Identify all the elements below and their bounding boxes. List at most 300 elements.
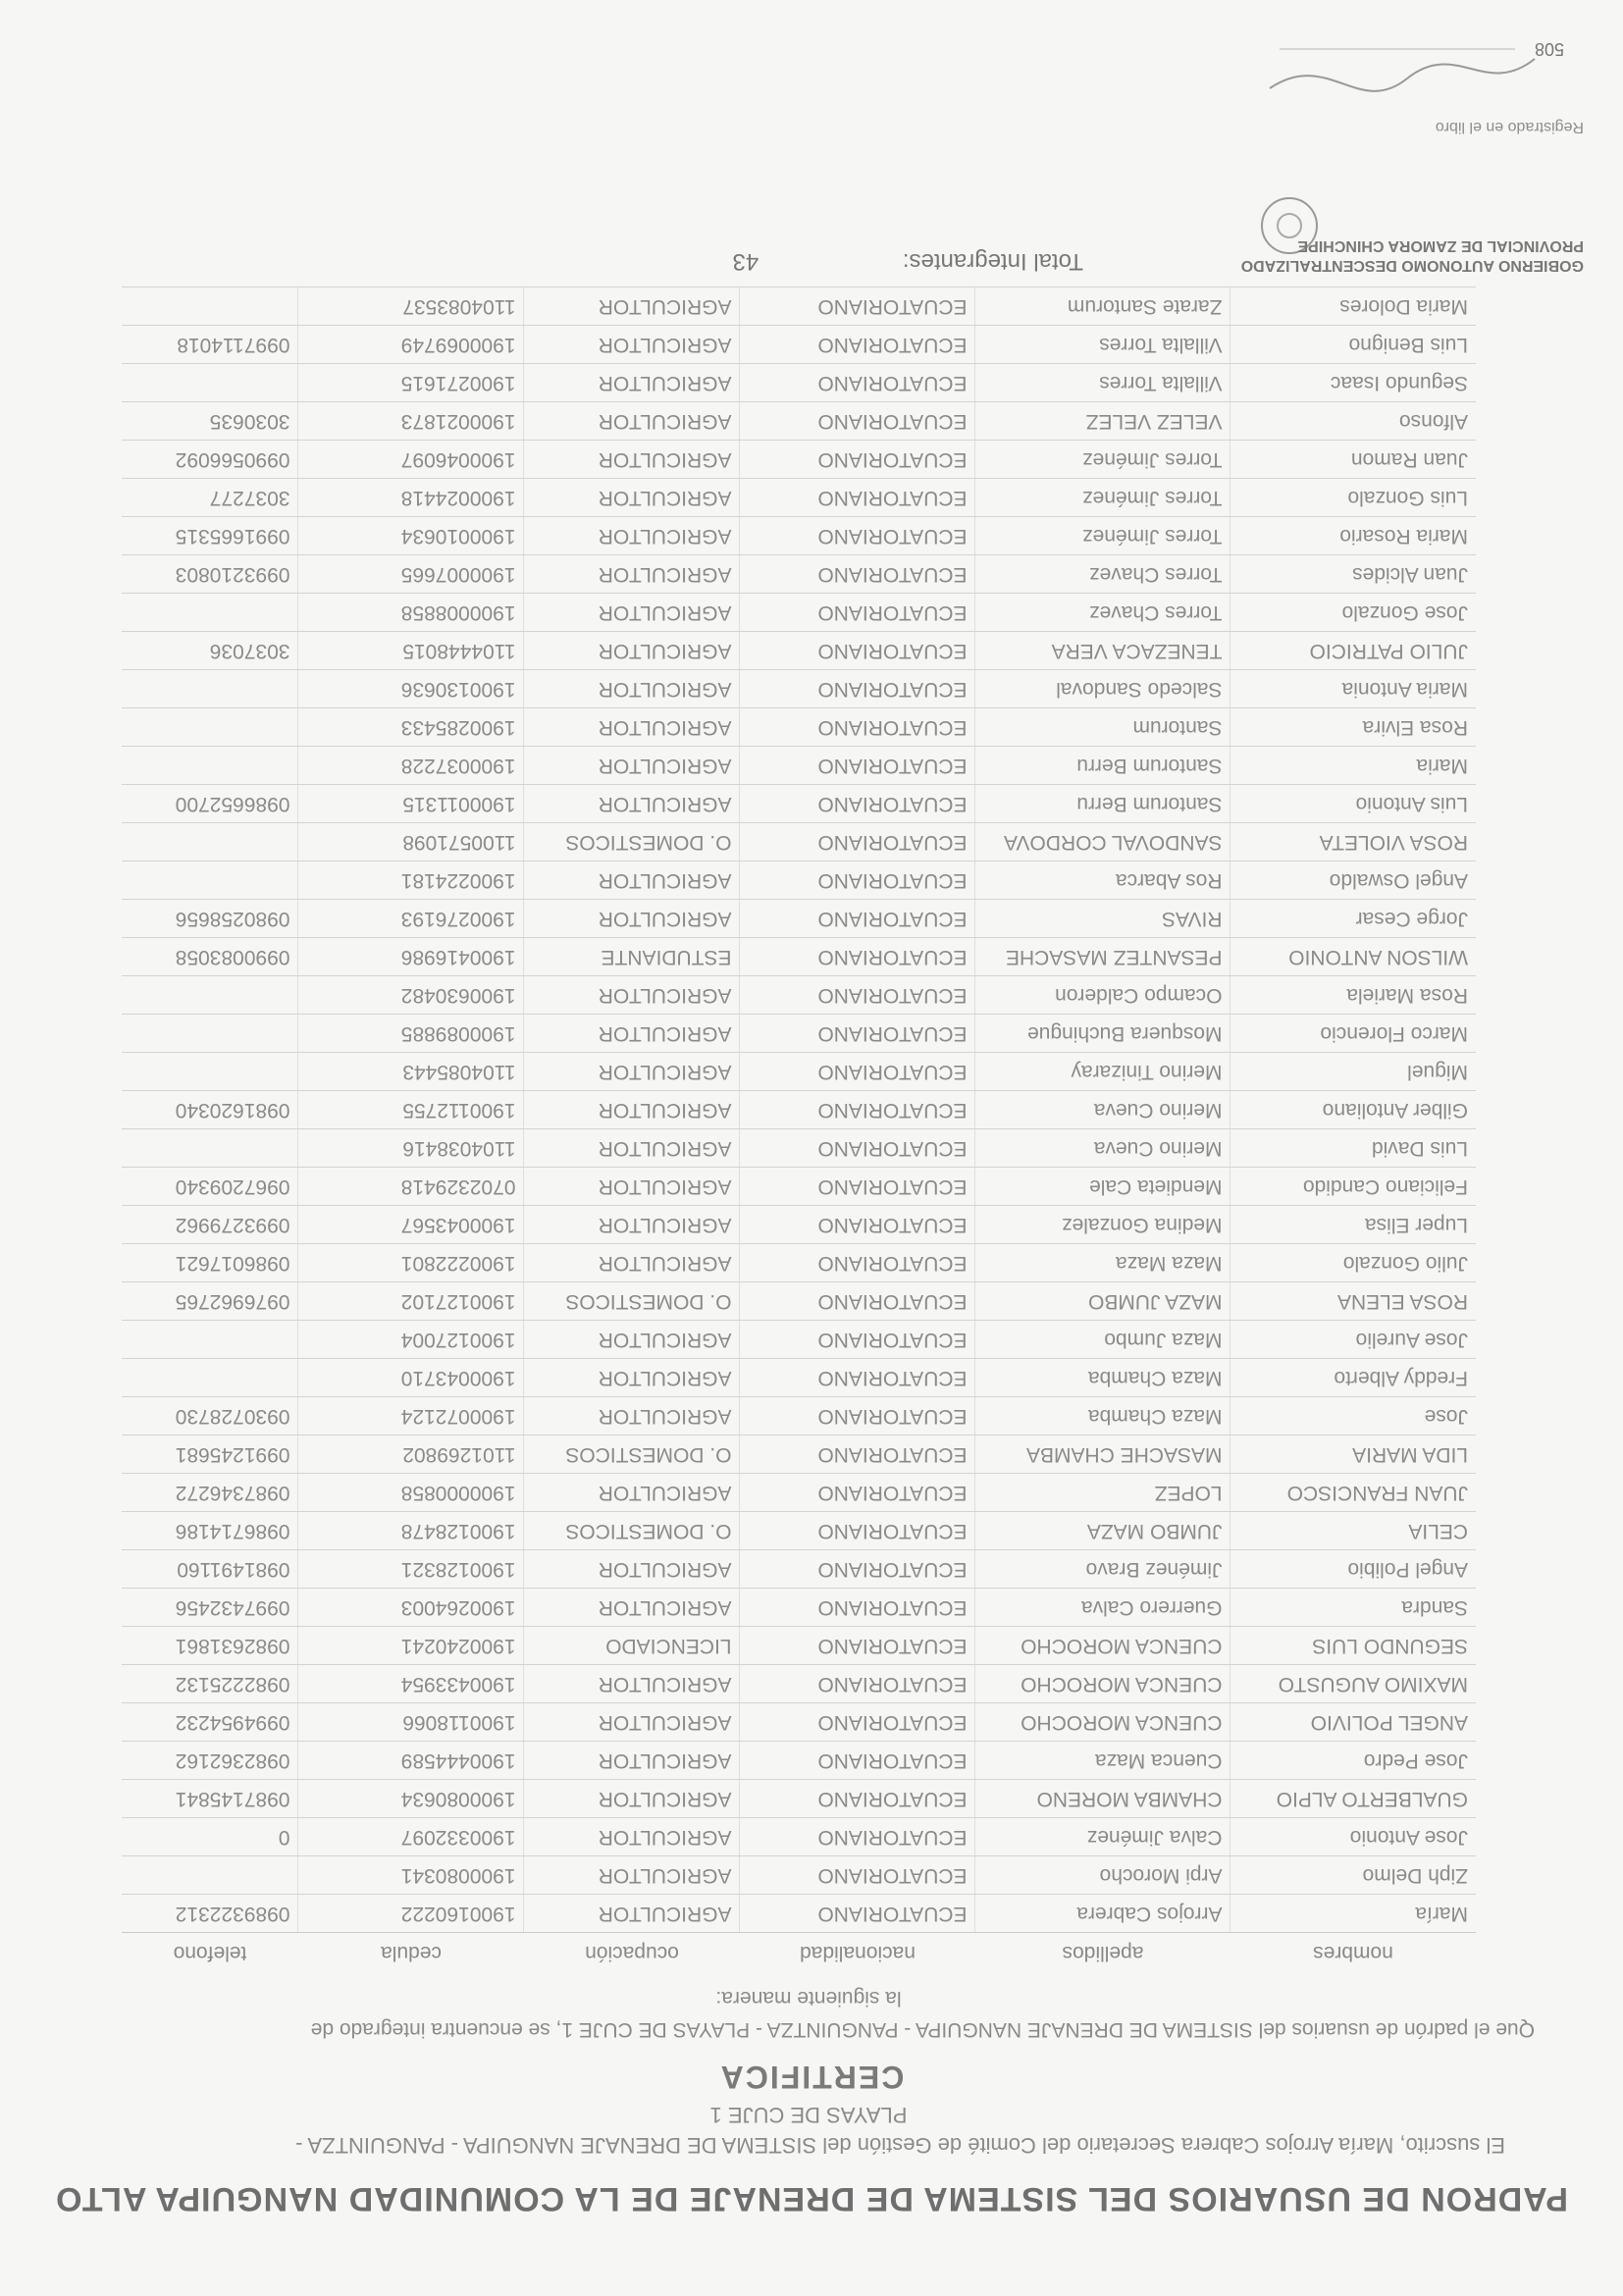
cell-nombres: Luis David (1230, 1129, 1476, 1168)
cell-nacionalidad: ECUATORIANO (740, 1244, 975, 1282)
cell-cedula: 1900433954 (298, 1665, 524, 1703)
table-row (122, 1856, 1476, 1895)
cell-nacionalidad: ECUATORIANO (740, 479, 975, 517)
table-row (122, 1359, 1476, 1397)
cell-nacionalidad: ECUATORIANO (740, 1895, 975, 1933)
table-row (122, 670, 1476, 708)
cell-apellidos: Jiménez Bravo (975, 1550, 1230, 1589)
cell-ocupacion: AGRICULTOR (524, 976, 740, 1015)
cell-apellidos: Mosquera Buchingue (975, 1015, 1230, 1053)
registration-note: Registrado en el libro (1435, 119, 1584, 135)
cell-telefono: 0993279962 (122, 1206, 298, 1244)
cell-nombres: MAXIMO AUGUSTO (1230, 1665, 1476, 1703)
cell-telefono: 0991665315 (122, 517, 298, 555)
cell-apellidos: RIVAS (975, 900, 1230, 938)
cell-cedula: 1900089885 (298, 1015, 524, 1053)
cell-nacionalidad: ECUATORIANO (740, 1053, 975, 1091)
certify-heading: CERTIFICA (718, 2060, 905, 2095)
cell-apellidos: Maza Chamba (975, 1397, 1230, 1435)
cell-cedula: 1900630482 (298, 976, 524, 1015)
cell-telefono: 3037036 (122, 632, 298, 670)
intro-line-continued: PLAYAS DE CUJE 1 (709, 2103, 908, 2127)
cell-ocupacion: AGRICULTOR (524, 1742, 740, 1780)
cell-nombres: Marco Florencio (1230, 1015, 1476, 1053)
cell-nacionalidad: ECUATORIANO (740, 861, 975, 900)
cell-nacionalidad: ECUATORIANO (740, 1435, 975, 1474)
cell-apellidos: CHAMBA MORENO (975, 1780, 1230, 1818)
cell-telefono (122, 1015, 298, 1053)
header-nombres: nombres (1230, 1933, 1476, 1973)
cell-cedula: 1900024418 (298, 479, 524, 517)
cell-cedula: 1900112755 (298, 1091, 524, 1129)
cell-nacionalidad: ECUATORIANO (740, 1359, 975, 1397)
cell-telefono: 0982631861 (122, 1627, 298, 1665)
cell-cedula: 1900010634 (298, 517, 524, 555)
table-row (122, 632, 1476, 670)
cell-telefono (122, 708, 298, 747)
table-row (122, 1015, 1476, 1053)
cell-cedula: 1900160222 (298, 1895, 524, 1933)
cell-nacionalidad: ECUATORIANO (740, 976, 975, 1015)
cell-cedula: 1900332097 (298, 1818, 524, 1856)
cell-apellidos: Torres Chavez (975, 555, 1230, 594)
cell-nombres: Jose (1230, 1397, 1476, 1435)
cell-nacionalidad: ECUATORIANO (740, 670, 975, 708)
cell-apellidos: Arrojos Cabrera (975, 1895, 1230, 1933)
cell-ocupacion: AGRICULTOR (524, 326, 740, 364)
cell-nacionalidad: ECUATORIANO (740, 364, 975, 402)
signature-stamp-block (1201, 10, 1623, 304)
cell-nacionalidad: ECUATORIANO (740, 632, 975, 670)
cell-cedula: 1900000858 (298, 1474, 524, 1512)
cell-apellidos: Torres Jiménez (975, 441, 1230, 479)
cell-telefono (122, 364, 298, 402)
cell-nacionalidad: ECUATORIANO (740, 747, 975, 785)
cell-nombres: Jorge Cesar (1230, 900, 1476, 938)
cell-cedula: 1900011315 (298, 785, 524, 823)
cell-telefono (122, 1129, 298, 1168)
table-row (122, 1129, 1476, 1168)
cell-ocupacion: AGRICULTOR (524, 479, 740, 517)
cell-telefono (122, 861, 298, 900)
table-row (122, 1627, 1476, 1665)
cell-nacionalidad: ECUATORIANO (740, 555, 975, 594)
cell-ocupacion: AGRICULTOR (524, 287, 740, 326)
cell-cedula: 1900043567 (298, 1206, 524, 1244)
cell-cedula: 1900444589 (298, 1742, 524, 1780)
table-row (122, 1589, 1476, 1627)
cell-cedula: 1900222801 (298, 1244, 524, 1282)
table-row (122, 441, 1476, 479)
cell-telefono: 0994954232 (122, 1703, 298, 1742)
cell-nacionalidad: ECUATORIANO (740, 1589, 975, 1627)
cell-ocupacion: AGRICULTOR (524, 1129, 740, 1168)
cell-telefono: 0981620340 (122, 1091, 298, 1129)
cell-telefono (122, 287, 298, 326)
cell-ocupacion: O. DOMESTICOS (524, 1282, 740, 1321)
cell-ocupacion: AGRICULTOR (524, 594, 740, 632)
table-row (122, 785, 1476, 823)
cell-nombres: Alfonso (1230, 402, 1476, 441)
cell-nombres: Jose Aurelio (1230, 1321, 1476, 1359)
cell-apellidos: PESANTEZ MASACHE (975, 938, 1230, 976)
cell-telefono: 0982225132 (122, 1665, 298, 1703)
cell-cedula: 1100571098 (298, 823, 524, 861)
cell-nacionalidad: ECUATORIANO (740, 1474, 975, 1512)
cell-nombres: Angel Oswaldo (1230, 861, 1476, 900)
cell-telefono: 0986714186 (122, 1512, 298, 1550)
cell-nombres: Maria Antonia (1230, 670, 1476, 708)
cell-ocupacion: AGRICULTOR (524, 1206, 740, 1244)
table-row (122, 1282, 1476, 1321)
cell-nacionalidad: ECUATORIANO (740, 708, 975, 747)
cell-apellidos: Medina Gonzalez (975, 1206, 1230, 1244)
cell-telefono: 0990083058 (122, 938, 298, 976)
users-table (122, 287, 1476, 1972)
cell-nombres: Maria (1230, 747, 1476, 785)
table-row (122, 1703, 1476, 1742)
cell-cedula: 1900127004 (298, 1321, 524, 1359)
cell-apellidos: Santorum Berru (975, 785, 1230, 823)
cell-ocupacion: AGRICULTOR (524, 364, 740, 402)
cell-nombres: SEGUNDO LUIS (1230, 1627, 1476, 1665)
table-row (122, 1550, 1476, 1589)
cell-nombres: JUAN FRANCISCO (1230, 1474, 1476, 1512)
cell-ocupacion: AGRICULTOR (524, 1780, 740, 1818)
table-row (122, 1244, 1476, 1282)
cell-nombres: Angel Polibio (1230, 1550, 1476, 1589)
cell-cedula: 1900416986 (298, 938, 524, 976)
intro-line: El suscrito, María Arrojos Cabrera Secretario del Comité de Gestión del SISTEMA DE DRENAJE NANGUIPA - PANGUINTZA - (295, 2133, 1505, 2158)
cell-telefono: 0997114018 (122, 326, 298, 364)
cell-telefono: 0 (122, 1818, 298, 1856)
cell-telefono (122, 823, 298, 861)
cell-ocupacion: AGRICULTOR (524, 1474, 740, 1512)
cell-apellidos: Maza Jumbo (975, 1321, 1230, 1359)
table-row (122, 861, 1476, 900)
table-row (122, 479, 1476, 517)
cell-cedula: 1900127102 (298, 1282, 524, 1321)
table-row (122, 1818, 1476, 1856)
table-row (122, 326, 1476, 364)
table-row (122, 1742, 1476, 1780)
cell-telefono: 0981491160 (122, 1550, 298, 1589)
cell-cedula: 1900224181 (298, 861, 524, 900)
cell-apellidos: Ros Abarca (975, 861, 1230, 900)
cell-ocupacion: AGRICULTOR (524, 1665, 740, 1703)
cell-telefono: 0991245681 (122, 1435, 298, 1474)
cell-ocupacion: AGRICULTOR (524, 1244, 740, 1282)
cell-ocupacion: AGRICULTOR (524, 1856, 740, 1895)
cell-telefono: 0967209340 (122, 1168, 298, 1206)
cell-telefono: 0986017621 (122, 1244, 298, 1282)
table-header-row (122, 1933, 1476, 1973)
cell-ocupacion: AGRICULTOR (524, 1550, 740, 1589)
cell-cedula: 0702329418 (298, 1168, 524, 1206)
cell-apellidos: Merino Cueva (975, 1129, 1230, 1168)
cell-ocupacion: AGRICULTOR (524, 1168, 740, 1206)
cell-cedula: 1900069749 (298, 326, 524, 364)
cell-cedula: 1900037228 (298, 747, 524, 785)
table-row (122, 1474, 1476, 1512)
cell-telefono (122, 747, 298, 785)
document-title: PADRON DE USUARIOS DEL SISTEMA DE DRENAJE DE LA COMUNIDAD NANGUIPA ALTO (55, 2180, 1568, 2218)
cell-cedula: 1900130636 (298, 670, 524, 708)
cell-apellidos: Torres Jiménez (975, 517, 1230, 555)
cell-cedula: 1900043710 (298, 1359, 524, 1397)
table-row (122, 1895, 1476, 1933)
cell-ocupacion: AGRICULTOR (524, 1895, 740, 1933)
body-line: Que el padrón de usuarios del SISTEMA DE DRENAJE NANGUIPA - PANGUINTZA - PLAYAS DE CUJE 1, se encuentra integrado de (310, 2018, 1535, 2041)
cell-ocupacion: AGRICULTOR (524, 1589, 740, 1627)
cell-nacionalidad: ECUATORIANO (740, 1091, 975, 1129)
cell-apellidos: TENEZACA VERA (975, 632, 1230, 670)
total-label: Total Integrantes: (902, 248, 1083, 275)
body-line-continued: la siguiente manera: (715, 1987, 902, 2009)
cell-telefono (122, 1321, 298, 1359)
cell-nombres: ROSA ELENA (1230, 1282, 1476, 1321)
cell-apellidos: Salcedo Sandoval (975, 670, 1230, 708)
cell-apellidos: Ocampo Calderon (975, 976, 1230, 1015)
cell-telefono: 0987346272 (122, 1474, 298, 1512)
table-row (122, 594, 1476, 632)
cell-apellidos: Santorum (975, 708, 1230, 747)
table-row (122, 1397, 1476, 1435)
cell-cedula: 1104038416 (298, 1129, 524, 1168)
cell-ocupacion: AGRICULTOR (524, 441, 740, 479)
cell-ocupacion: AGRICULTOR (524, 747, 740, 785)
cell-nacionalidad: ECUATORIANO (740, 1397, 975, 1435)
cell-nacionalidad: ECUATORIANO (740, 1129, 975, 1168)
cell-nombres: Juan Ramon (1230, 441, 1476, 479)
cell-nombres: LIDA MARIA (1230, 1435, 1476, 1474)
table-row (122, 1053, 1476, 1091)
cell-apellidos: MAZA JUMBO (975, 1282, 1230, 1321)
cell-telefono (122, 1856, 298, 1895)
cell-telefono: 0989322312 (122, 1895, 298, 1933)
cell-nacionalidad: ECUATORIANO (740, 1206, 975, 1244)
cell-ocupacion: AGRICULTOR (524, 1703, 740, 1742)
cell-ocupacion: O. DOMESTICOS (524, 1435, 740, 1474)
cell-cedula: 1900285433 (298, 708, 524, 747)
cell-nombres: WILSON ANTONIO (1230, 938, 1476, 976)
cell-nombres: Rosa Elvira (1230, 708, 1476, 747)
table-row (122, 747, 1476, 785)
cell-nombres: Juan Alcides (1230, 555, 1476, 594)
cell-apellidos: Merino Cueva (975, 1091, 1230, 1129)
cell-cedula: 1101269802 (298, 1435, 524, 1474)
signature-number: 508 (1534, 39, 1564, 59)
cell-ocupacion: AGRICULTOR (524, 517, 740, 555)
cell-apellidos: Santorum Berru (975, 747, 1230, 785)
cell-nombres: ROSA VIOLETA (1230, 823, 1476, 861)
cell-cedula: 1900072124 (298, 1397, 524, 1435)
cell-apellidos: MASACHE CHAMBA (975, 1435, 1230, 1474)
cell-nombres: Freddy Alberto (1230, 1359, 1476, 1397)
cell-ocupacion: AGRICULTOR (524, 708, 740, 747)
cell-telefono: 3030635 (122, 402, 298, 441)
cell-cedula: 1104448015 (298, 632, 524, 670)
table-row (122, 900, 1476, 938)
header-telefono: telefono (122, 1933, 298, 1973)
cell-apellidos: Torres Jiménez (975, 479, 1230, 517)
cell-telefono: 0976962765 (122, 1282, 298, 1321)
cell-nombres: JULIO PATRICIO (1230, 632, 1476, 670)
cell-nacionalidad: ECUATORIANO (740, 1780, 975, 1818)
cell-cedula: 1900271615 (298, 364, 524, 402)
cell-nacionalidad: ECUATORIANO (740, 326, 975, 364)
cell-ocupacion: AGRICULTOR (524, 1015, 740, 1053)
table-body (122, 287, 1476, 1933)
cell-nombres: Feliciano Candido (1230, 1168, 1476, 1206)
cell-cedula: 1104083537 (298, 287, 524, 326)
cell-nombres: GUALBERTO ALPIO (1230, 1780, 1476, 1818)
cell-apellidos: SANDOVAL CORDOVA (975, 823, 1230, 861)
cell-nombres: Maria Dolores (1230, 287, 1476, 326)
cell-nombres: Maria Rosario (1230, 517, 1476, 555)
cell-nacionalidad: ECUATORIANO (740, 823, 975, 861)
table-row (122, 976, 1476, 1015)
cell-telefono (122, 670, 298, 708)
cell-nacionalidad: ECUATORIANO (740, 287, 975, 326)
cell-apellidos: Cuenca Maza (975, 1742, 1230, 1780)
handwritten-signature-icon (1250, 29, 1544, 108)
cell-nacionalidad: ECUATORIANO (740, 1818, 975, 1856)
cell-nacionalidad: ECUATORIANO (740, 900, 975, 938)
cell-ocupacion: AGRICULTOR (524, 1053, 740, 1091)
cell-cedula: 1900128321 (298, 1550, 524, 1589)
cell-telefono (122, 594, 298, 632)
cell-ocupacion: AGRICULTOR (524, 785, 740, 823)
cell-nacionalidad: ECUATORIANO (740, 594, 975, 632)
cell-apellidos: Villalta Torres (975, 326, 1230, 364)
table-row (122, 708, 1476, 747)
cell-apellidos: Maza Chamba (975, 1359, 1230, 1397)
cell-apellidos: Zarate Santorum (975, 287, 1230, 326)
cell-nombres: Segundo Isaac (1230, 364, 1476, 402)
cell-cedula: 1900046097 (298, 441, 524, 479)
cell-nombres: María (1230, 1895, 1476, 1933)
cell-nombres: Luper Elisa (1230, 1206, 1476, 1244)
cell-telefono: 0993210803 (122, 555, 298, 594)
table-row (122, 1091, 1476, 1129)
cell-apellidos: Arpi Morocho (975, 1856, 1230, 1895)
cell-ocupacion: AGRICULTOR (524, 1321, 740, 1359)
cell-telefono: 0980258656 (122, 900, 298, 938)
cell-nacionalidad: ECUATORIANO (740, 1168, 975, 1206)
cell-telefono: 0986652700 (122, 785, 298, 823)
cell-cedula: 1900080634 (298, 1780, 524, 1818)
table-row (122, 1435, 1476, 1474)
cell-nombres: Luis Gonzalo (1230, 479, 1476, 517)
total-value: 43 (732, 248, 759, 275)
cell-ocupacion: AGRICULTOR (524, 900, 740, 938)
header-cedula: cedula (298, 1933, 524, 1973)
cell-ocupacion: O. DOMESTICOS (524, 1512, 740, 1550)
table-row (122, 823, 1476, 861)
cell-telefono: 3037277 (122, 479, 298, 517)
cell-cedula: 1900240241 (298, 1627, 524, 1665)
cell-telefono (122, 1359, 298, 1397)
cell-apellidos: Merino Tinizaray (975, 1053, 1230, 1091)
cell-ocupacion: O. DOMESTICOS (524, 823, 740, 861)
cell-nacionalidad: ECUATORIANO (740, 1550, 975, 1589)
cell-nacionalidad: ECUATORIANO (740, 1742, 975, 1780)
cell-nombres: Jose Pedro (1230, 1742, 1476, 1780)
cell-cedula: 1900128478 (298, 1512, 524, 1550)
stamp-organization: GOBIERNO AUTONOMO DESCENTRALIZADO PROVINCIAL DE ZAMORA CHINCHIPE (1240, 237, 1584, 274)
cell-nacionalidad: ECUATORIANO (740, 402, 975, 441)
cell-ocupacion: AGRICULTOR (524, 1818, 740, 1856)
cell-ocupacion: AGRICULTOR (524, 402, 740, 441)
cell-apellidos: Mendieta Cale (975, 1168, 1230, 1206)
cell-nombres: Luis Benigno (1230, 326, 1476, 364)
cell-nombres: Miguel (1230, 1053, 1476, 1091)
cell-cedula: 1900276193 (298, 900, 524, 938)
cell-telefono: 0997432456 (122, 1589, 298, 1627)
cell-nacionalidad: ECUATORIANO (740, 517, 975, 555)
cell-telefono: 0930728730 (122, 1397, 298, 1435)
table-row (122, 1168, 1476, 1206)
cell-nombres: Luis Antonio (1230, 785, 1476, 823)
cell-cedula: 1900007665 (298, 555, 524, 594)
cell-telefono (122, 976, 298, 1015)
cell-nacionalidad: ECUATORIANO (740, 1015, 975, 1053)
cell-nombres: ANGEL POLIVIO (1230, 1703, 1476, 1742)
cell-cedula: 1900118066 (298, 1703, 524, 1742)
cell-apellidos: Calva Jiménez (975, 1818, 1230, 1856)
cell-ocupacion: AGRICULTOR (524, 670, 740, 708)
cell-nacionalidad: ECUATORIANO (740, 1665, 975, 1703)
cell-nombres: Gilber Antoliano (1230, 1091, 1476, 1129)
cell-telefono (122, 1053, 298, 1091)
table-row (122, 364, 1476, 402)
table-row (122, 555, 1476, 594)
cell-nombres: Julio Gonzalo (1230, 1244, 1476, 1282)
cell-telefono: 0987145841 (122, 1780, 298, 1818)
table-row (122, 1512, 1476, 1550)
cell-nacionalidad: ECUATORIANO (740, 1703, 975, 1742)
header-apellidos: apellidos (975, 1933, 1230, 1973)
table-row (122, 402, 1476, 441)
cell-cedula: 1900008858 (298, 594, 524, 632)
cell-cedula: 1900021873 (298, 402, 524, 441)
cell-apellidos: Guerrero Calva (975, 1589, 1230, 1627)
cell-nacionalidad: ECUATORIANO (740, 1512, 975, 1550)
cell-cedula: 1900080341 (298, 1856, 524, 1895)
table-row (122, 938, 1476, 976)
cell-ocupacion: AGRICULTOR (524, 1091, 740, 1129)
cell-apellidos: Villalta Torres (975, 364, 1230, 402)
table-row (122, 517, 1476, 555)
table-row (122, 1321, 1476, 1359)
cell-cedula: 1900264003 (298, 1589, 524, 1627)
cell-apellidos: CUENCA MOROCHO (975, 1665, 1230, 1703)
cell-telefono: 0990566092 (122, 441, 298, 479)
cell-ocupacion: AGRICULTOR (524, 1359, 740, 1397)
cell-nacionalidad: ECUATORIANO (740, 1856, 975, 1895)
cell-nacionalidad: ECUATORIANO (740, 1321, 975, 1359)
cell-telefono: 0982362162 (122, 1742, 298, 1780)
cell-ocupacion: AGRICULTOR (524, 1397, 740, 1435)
cell-nombres: Ziph Delmo (1230, 1856, 1476, 1895)
cell-nombres: Sandra (1230, 1589, 1476, 1627)
cell-ocupacion: AGRICULTOR (524, 632, 740, 670)
cell-nombres: Jose Gonzalo (1230, 594, 1476, 632)
cell-ocupacion: LICENCIADO (524, 1627, 740, 1665)
cell-nacionalidad: ECUATORIANO (740, 785, 975, 823)
cell-apellidos: Torres Chavez (975, 594, 1230, 632)
